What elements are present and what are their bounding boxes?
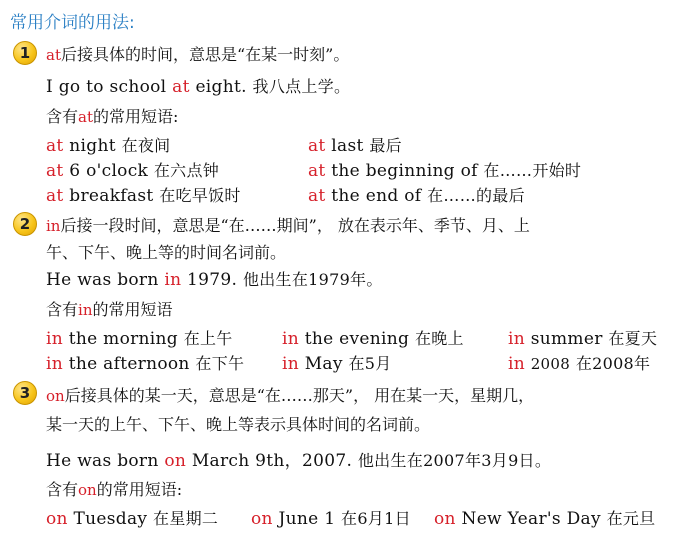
section-number-badge: 1	[13, 41, 37, 65]
example-sentence: He was born in 1979. 他出生在1979年。	[46, 270, 383, 290]
phrase-item: in summer 在夏天	[508, 329, 658, 349]
page-title: 常用介词的用法:	[10, 13, 135, 33]
prep-keyword: on	[46, 387, 65, 405]
rule-text: 后接具体的时间，意思是“在某一时刻”。	[60, 45, 350, 64]
phrases-label: 含有at的常用短语:	[46, 107, 179, 126]
rule-in	[46, 213, 530, 236]
rule-text-line2: 某一天的上午、下午、晚上等表示具体时间的名词前。	[46, 415, 431, 434]
phrases-label: 含有on的常用短语:	[46, 480, 183, 499]
phrase-item: at last 最后	[308, 136, 402, 156]
phrase-item: on Tuesday 在星期二	[46, 509, 219, 529]
section-number-badge: 2	[13, 212, 37, 236]
phrase-item: at breakfast 在吃早饭时	[46, 186, 241, 206]
phrase-item: on June 1 在6月1日	[251, 509, 411, 529]
phrase-item: in the afternoon 在下午	[46, 354, 245, 374]
example-sentence: I go to school at eight. 我八点上学。	[46, 77, 351, 97]
rule-at	[46, 42, 349, 65]
phrase-item: in the evening 在晚上	[282, 329, 464, 349]
rule-text: 后接一段时间，意思是“在……期间”， 放在表示年、季节、月、上	[60, 216, 530, 235]
prep-keyword: at	[46, 46, 61, 64]
phrase-item: at the beginning of 在……开始时	[308, 161, 582, 181]
prep-keyword: in	[46, 217, 61, 235]
rule-on	[46, 383, 534, 406]
rule-text-line2: 午、下午、晚上等的时间名词前。	[46, 243, 287, 262]
phrase-item: in 2008 在2008年	[508, 354, 651, 374]
phrases-label: 含有in的常用短语	[46, 300, 173, 319]
phrase-item: at 6 o'clock 在六点钟	[46, 161, 220, 181]
phrase-item: at night 在夜间	[46, 136, 171, 156]
phrase-item: in May 在5月	[282, 354, 392, 374]
phrase-item: at the end of 在……的最后	[308, 186, 525, 206]
rule-text: 后接具体的某一天，意思是“在……那天”， 用在某一天，星期几，	[64, 386, 535, 405]
phrase-item: in the morning 在上午	[46, 329, 233, 349]
section-number-badge: 3	[13, 381, 37, 405]
phrase-item: on New Year's Day 在元旦	[434, 509, 656, 529]
example-sentence: He was born on March 9th，2007. 他出生在2007年3月9日。	[46, 451, 552, 471]
